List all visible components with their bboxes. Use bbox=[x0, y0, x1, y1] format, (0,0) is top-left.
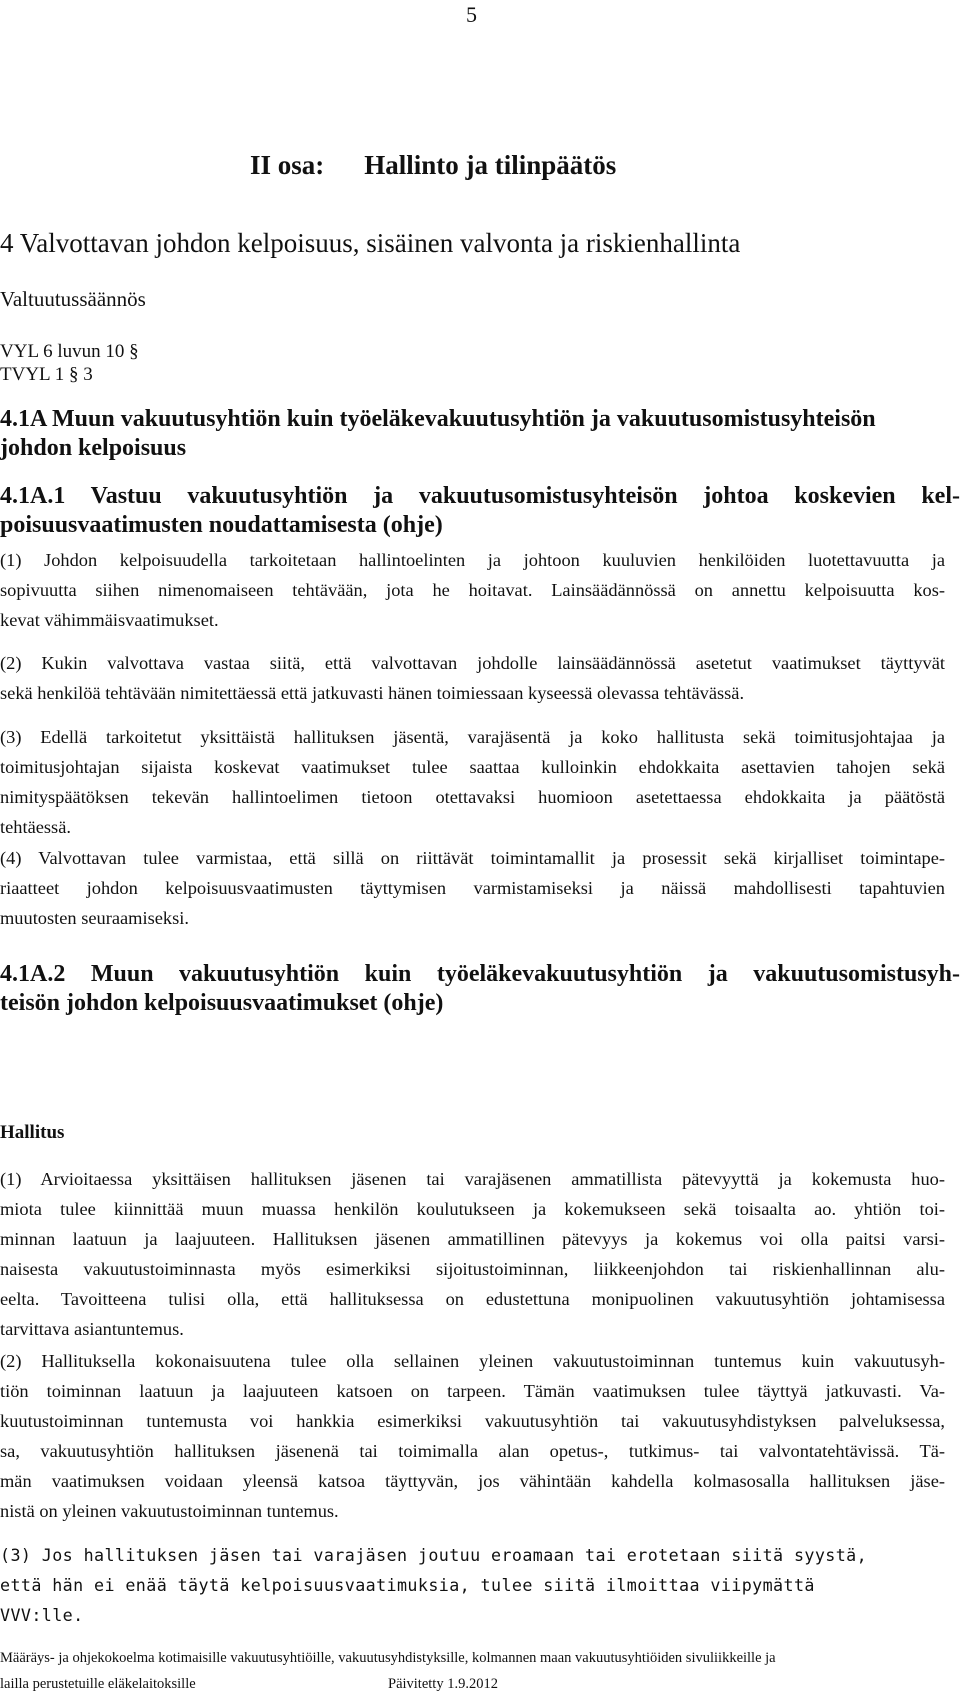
paragraph-line: VVV:lle. bbox=[0, 1605, 84, 1625]
subsection-heading-line: 4.1A.1 Vastuu vakuutusyhtiön ja vakuutusomistusyhteisön johtoa koskevien kel- bbox=[0, 483, 960, 509]
paragraph-line: naisesta vakuutustoiminnasta myös esimerkiksi sijoitustoiminnan, liikkeenjohdon tai riskienhallinnan alu- bbox=[0, 1259, 945, 1279]
paragraph-line: kevat vähimmäisvaatimukset. bbox=[0, 610, 219, 630]
paragraph-line: tarvittava asiantuntemus. bbox=[0, 1319, 184, 1339]
paragraph-line: (4) Valvottavan tulee varmistaa, että sillä on riittävät toimintamallit ja prosessit sekä kirjalliset toimintape- bbox=[0, 848, 945, 868]
footer-line: Määräys- ja ohjekokoelma kotimaisille vakuutusyhtiöille, vakuutusyhdistyksille, kolmannen maan vakuutusyhtiöiden sivuliikkeille ja bbox=[0, 1650, 776, 1666]
paragraph-7 bbox=[0, 1540, 950, 1630]
paragraph-line: nimityspäätöksen tekevän hallintoelimen tietoon otettavaksi huomioon asetettaessa ehdokkaita ja päätöstä bbox=[0, 787, 945, 807]
section-heading-line: johdon kelpoisuus bbox=[0, 435, 187, 461]
paragraph-3 bbox=[0, 722, 945, 842]
page-footer bbox=[0, 1645, 945, 1697]
paragraph-6 bbox=[0, 1346, 945, 1526]
regulations-heading: Valtuutussäännös bbox=[0, 287, 146, 311]
updated-date: Päivitetty 1.9.2012 bbox=[388, 1676, 498, 1692]
paragraph-line: kuutustoiminnan tuntemusta voi hankkia esimerkiksi vakuutusyhtiön tai vakuutusyhdistyksen palveluksessa, bbox=[0, 1411, 945, 1431]
paragraph-4 bbox=[0, 843, 945, 933]
paragraph-line: miota tulee kiinnittää muun muassa henkilön koulutukseen ja kokemukseen sekä toisaalta ao. yhtiön toi- bbox=[0, 1199, 945, 1219]
part-title: Hallinto ja tilinpäätös bbox=[364, 150, 617, 180]
paragraph-line: minnan laatuun ja laajuuteen. Hallituksen jäsenen ammatillinen pätevyys ja kokemus voi olla paitsi varsi- bbox=[0, 1229, 945, 1249]
section-heading bbox=[0, 405, 960, 463]
chapter-title: 4 Valvottavan johdon kelpoisuus, sisäinen valvonta ja riskienhallinta bbox=[0, 228, 741, 258]
paragraph-line: tehtäessä. bbox=[0, 817, 71, 837]
paragraph-line: muutosten seuraamiseksi. bbox=[0, 908, 189, 928]
board-subheading: Hallitus bbox=[0, 1122, 65, 1143]
paragraph-line: sa, vakuutusyhtiön hallituksen jäsenenä tai toimimalla alan opetus-, tutkimus- tai valvontatehtävissä. Tä- bbox=[0, 1441, 945, 1461]
section-heading-line: 4.1A Muun vakuutusyhtiön kuin työeläkevakuutusyhtiön ja vakuutusomistusyhteisön bbox=[0, 406, 876, 432]
reference-item: VYL 6 luvun 10 § bbox=[0, 341, 139, 362]
part-heading bbox=[250, 150, 616, 181]
reference-item: TVYL 1 § 3 bbox=[0, 364, 93, 385]
paragraph-line: tiön toiminnan laatuun ja laajuuteen katsoen on tarpeen. Tämän vaatimuksen tulee täyttyä jatkuvasti. Va- bbox=[0, 1381, 945, 1401]
paragraph-line: riaatteet johdon kelpoisuusvaatimusten täyttymisen varmistamiseksi ja näissä mahdollisesti tapahtuvien bbox=[0, 878, 945, 898]
paragraph-line: (2) Kukin valvottava vastaa siitä, että valvottavan johdolle lainsäädännössä asetetut vaatimukset täyttyvät bbox=[0, 653, 945, 673]
subsection-heading-1 bbox=[0, 482, 960, 540]
paragraph-line: eelta. Tavoitteena tulisi olla, että hallituksessa on edustettuna monipuolinen vakuutusyhtiön johtamisessa bbox=[0, 1289, 945, 1309]
paragraph-line: (3) Edellä tarkoitetut yksittäistä hallituksen jäsentä, varajäsentä ja koko hallitusta sekä toimitusjohtajaa ja bbox=[0, 727, 945, 747]
paragraph-line: sopivuutta siihen nimenomaiseen tehtävään, jota he hoitavat. Lainsäädännössä on annettu kelpoisuutta kos- bbox=[0, 580, 945, 600]
paragraph-line: män vaatimuksen voidaan yleensä katsoa täyttyvän, jos vähintään kahdella kolmasosalla hallituksen jäse- bbox=[0, 1471, 945, 1491]
paragraph-line: nistä on yleinen vakuutustoiminnan tuntemus. bbox=[0, 1501, 339, 1521]
paragraph-1 bbox=[0, 545, 945, 635]
footer-line: lailla perustetuille eläkelaitoksille bbox=[0, 1676, 196, 1692]
paragraph-2 bbox=[0, 648, 945, 708]
paragraph-line: sekä henkilöä tehtävään nimitettäessä että jatkuvasti hänen toimiessaan kyseessä olevassa tehtävässä. bbox=[0, 683, 745, 703]
paragraph-line: (1) Arvioitaessa yksittäisen hallituksen jäsenen tai varajäsenen ammatillista pätevyyttä ja kokemusta huo- bbox=[0, 1169, 945, 1189]
part-label: II osa: bbox=[250, 150, 325, 180]
paragraph-line: (1) Johdon kelpoisuudella tarkoitetaan hallintoelinten ja johtoon kuuluvien henkilöiden luotettavuutta ja bbox=[0, 550, 945, 570]
paragraph-line: (2) Hallituksella kokonaisuutena tulee olla sellainen yleinen vakuutustoiminnan tuntemus kuin vakuutusyh- bbox=[0, 1351, 945, 1371]
subsection-heading-line: poisuusvaatimusten noudattamisesta (ohje) bbox=[0, 512, 443, 538]
subsection-heading-2 bbox=[0, 960, 960, 1018]
subsection-heading-line: 4.1A.2 Muun vakuutusyhtiön kuin työeläkevakuutusyhtiön ja vakuutusomistusyh- bbox=[0, 961, 960, 987]
page-number: 5 bbox=[466, 2, 477, 27]
regulation-references bbox=[0, 340, 139, 386]
subsection-heading-line: teisön johdon kelpoisuusvaatimukset (ohje) bbox=[0, 990, 444, 1016]
paragraph-line: että hän ei enää täytä kelpoisuusvaatimuksia, tulee siitä ilmoittaa viipymättä bbox=[0, 1575, 815, 1595]
paragraph-5 bbox=[0, 1164, 945, 1344]
paragraph-line: (3) Jos hallituksen jäsen tai varajäsen joutuu eroamaan tai erotetaan siitä syystä, bbox=[0, 1545, 868, 1565]
paragraph-line: toimitusjohtajan sijaista koskevat vaatimukset tulee saattaa kulloinkin ehdokkaita asettavien tahojen sekä bbox=[0, 757, 945, 777]
